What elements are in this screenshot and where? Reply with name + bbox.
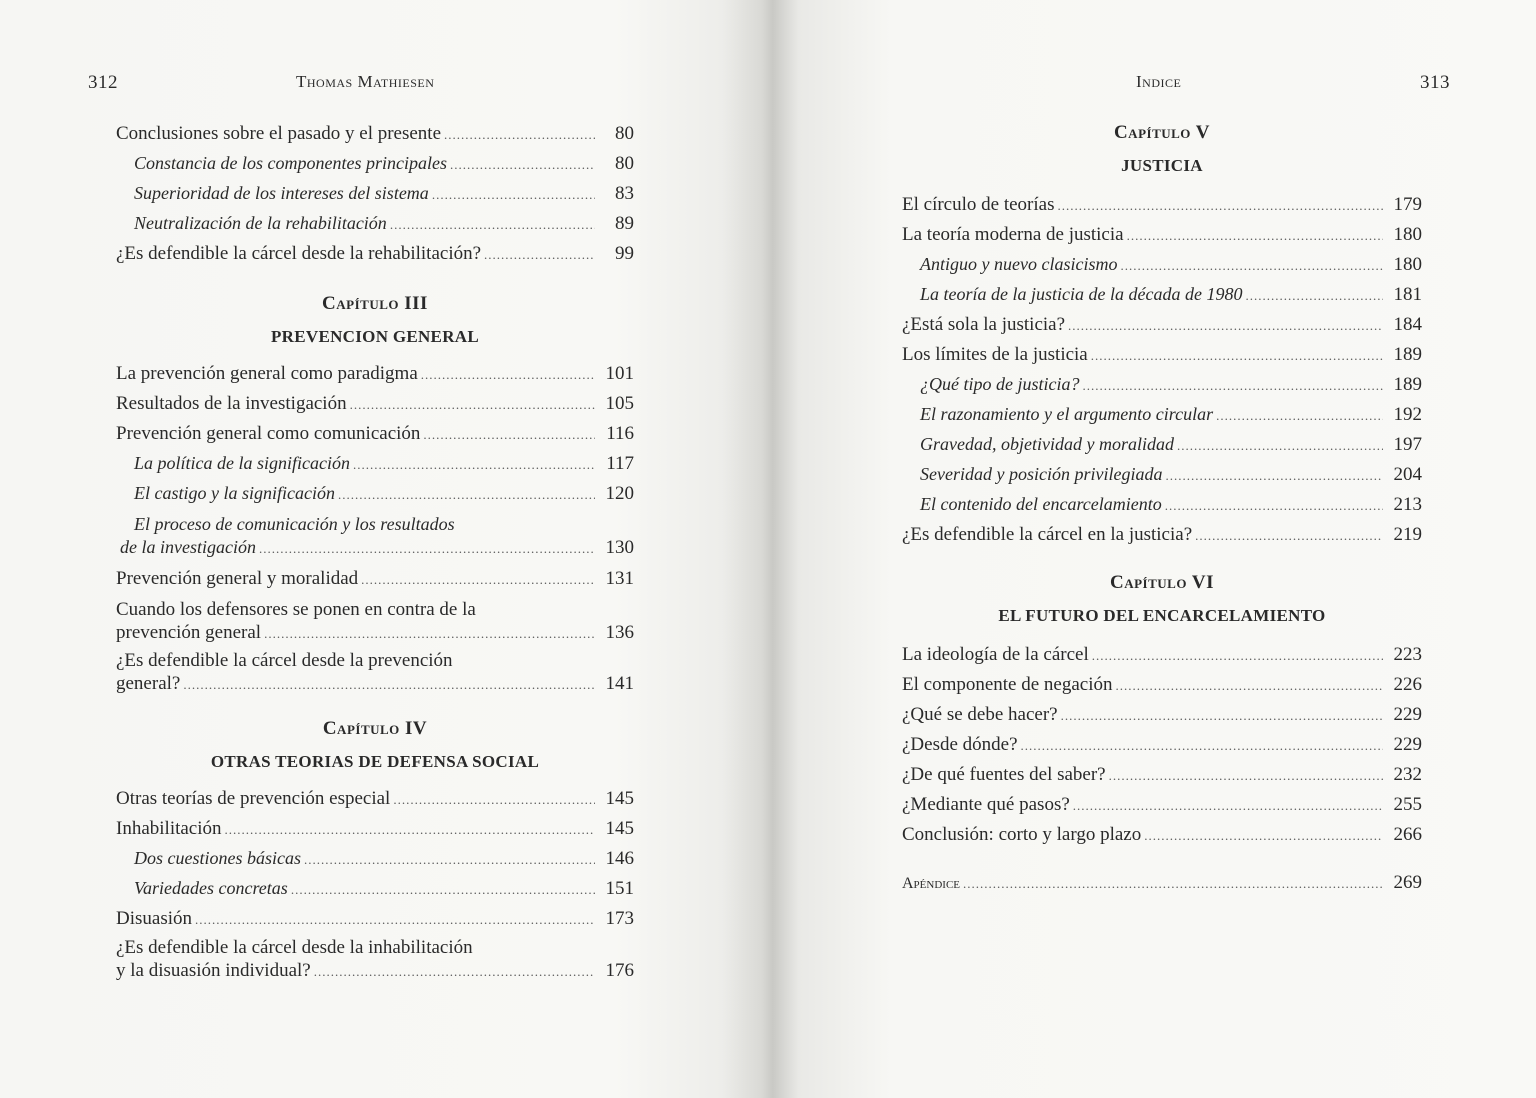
chapter-4-heading <box>116 718 634 772</box>
toc-page-number: 141 <box>605 673 634 694</box>
toc-page-number: 184 <box>1393 314 1422 335</box>
toc-entry-line1: El proceso de comunicación y los resultados <box>134 514 455 534</box>
toc-page-number: 269 <box>1393 872 1422 893</box>
toc-entry-text: ¿De qué fuentes del saber? <box>902 764 1106 785</box>
toc-page-number: 229 <box>1393 704 1422 725</box>
toc-entry <box>902 520 1422 550</box>
toc-entry-text: Resultados de la investigación <box>116 393 347 414</box>
toc-page-number: 146 <box>605 848 634 869</box>
leader-dots <box>1120 251 1383 280</box>
toc-entry-text: Gravedad, objetividad y moralidad <box>920 434 1174 454</box>
toc-entry <box>902 760 1422 790</box>
toc-entry-text: ¿Es defendible la cárcel en la justicia? <box>902 524 1193 545</box>
toc-entry-text: La teoría moderna de justicia <box>902 224 1124 245</box>
toc-entry <box>116 479 634 509</box>
leader-dots <box>444 120 595 149</box>
toc-entry <box>116 359 634 389</box>
toc-entry-text: Antiguo y nuevo clasicismo <box>920 254 1118 274</box>
chapter-title: EL FUTURO DEL ENCARCELAMIENTO <box>998 606 1326 625</box>
toc-entry-text: Los límites de la justicia <box>902 344 1088 365</box>
toc-page-number: 145 <box>605 818 634 839</box>
chapter-6-heading <box>902 572 1422 626</box>
toc-entry <box>902 820 1422 850</box>
toc-entry-text: Inhabilitación <box>116 818 222 839</box>
toc-page-number: 105 <box>605 393 634 414</box>
leader-dots <box>1091 341 1383 370</box>
left-running-head: Thomas Mathiesen <box>296 72 435 91</box>
toc-entry-text: ¿Está sola la justicia? <box>902 314 1066 335</box>
toc-entry-text: ¿Qué se debe hacer? <box>902 704 1058 725</box>
toc-entry-multiline <box>116 513 634 560</box>
toc-entry <box>902 490 1422 520</box>
toc-right <box>902 122 1422 898</box>
toc-entry-text: ¿Mediante qué pasos? <box>902 794 1070 815</box>
toc-entry-text: La teoría de la justicia de la década de 1980 <box>920 284 1243 304</box>
toc-entry <box>902 640 1422 670</box>
toc-entry <box>902 730 1422 760</box>
toc-entries-ch5 <box>902 190 1422 550</box>
toc-entry <box>902 430 1422 460</box>
leader-dots <box>421 360 595 389</box>
toc-page-number: 179 <box>1393 194 1422 215</box>
left-folio: 312 <box>88 72 118 93</box>
toc-entry-text: Superioridad de los intereses del sistema <box>134 183 429 203</box>
chapter-5-heading <box>902 122 1422 176</box>
toc-page-number: 116 <box>606 423 634 444</box>
leader-dots <box>291 875 595 904</box>
toc-page-number: 232 <box>1393 764 1422 785</box>
toc-left <box>116 119 634 983</box>
toc-entry <box>116 449 634 479</box>
toc-entry-text: Apéndice <box>902 875 960 892</box>
toc-page-number: 204 <box>1393 464 1422 485</box>
leader-dots <box>1109 761 1383 790</box>
toc-entry-text: Disuasión <box>116 908 192 929</box>
toc-page-number: 145 <box>605 788 634 809</box>
toc-entry-text: El componente de negación <box>902 674 1113 695</box>
chapter-3-heading <box>116 293 634 347</box>
leader-dots <box>1144 821 1383 850</box>
toc-page-number: 229 <box>1393 734 1422 755</box>
toc-page-number: 266 <box>1393 824 1422 845</box>
leader-dots <box>225 815 595 844</box>
toc-entry <box>116 239 634 269</box>
toc-entry-text: ¿Es defendible la cárcel desde la rehabilitación? <box>116 243 482 264</box>
toc-entry <box>116 844 634 874</box>
toc-page-number: 181 <box>1393 284 1422 305</box>
toc-page-number: 131 <box>605 568 634 589</box>
toc-page-number: 213 <box>1393 494 1422 515</box>
leader-dots <box>304 845 595 874</box>
toc-entry-text: Otras teorías de prevención especial <box>116 788 391 809</box>
toc-entry-text: Constancia de los componentes principales <box>134 153 447 173</box>
chapter-label: Capítulo III <box>322 293 428 314</box>
leader-dots <box>1165 461 1383 490</box>
toc-page-number: 136 <box>605 622 634 643</box>
toc-entry-line1: Cuando los defensores se ponen en contra de la <box>116 599 476 620</box>
leader-dots <box>1082 371 1383 400</box>
toc-entry-text: Prevención general y moralidad <box>116 568 359 589</box>
chapter-label: Capítulo V <box>1113 122 1211 143</box>
right-running-head: Indice <box>1136 72 1182 91</box>
toc-entry-text: ¿Desde dónde? <box>902 734 1018 755</box>
leader-dots <box>1216 401 1383 430</box>
toc-entry-text: Conclusión: corto y largo plazo <box>902 824 1142 845</box>
toc-entry-line1: ¿Es defendible la cárcel desde la inhabilitación <box>116 937 473 958</box>
right-folio: 313 <box>1420 72 1450 93</box>
leader-dots <box>1061 701 1383 730</box>
chapter-title: JUSTICIA <box>1121 156 1203 175</box>
toc-entry <box>902 310 1422 340</box>
leader-dots <box>1057 191 1383 220</box>
toc-entry <box>902 340 1422 370</box>
toc-appendix <box>902 868 1422 898</box>
leader-dots <box>1165 491 1383 520</box>
toc-page-number: 192 <box>1393 404 1422 425</box>
toc-entry-multiline <box>116 936 634 983</box>
leader-dots <box>423 420 595 449</box>
chapter-label: Capítulo IV <box>322 718 428 739</box>
chapter-title: OTRAS TEORIAS DE DEFENSA SOCIAL <box>210 752 540 771</box>
toc-page-number: 180 <box>1393 254 1422 275</box>
toc-entries-ch3 <box>116 359 634 509</box>
toc-entry <box>116 564 634 594</box>
leader-dots <box>1073 791 1383 820</box>
leader-dots <box>338 480 595 509</box>
toc-page-number: 180 <box>1393 224 1422 245</box>
toc-page-number: 89 <box>615 213 634 234</box>
toc-entry-text: El círculo de teorías <box>902 194 1055 215</box>
toc-page-number: 83 <box>615 183 634 204</box>
toc-entry <box>902 670 1422 700</box>
toc-page-number: 223 <box>1393 644 1422 665</box>
toc-page-number: 189 <box>1393 344 1422 365</box>
toc-page-number: 226 <box>1393 674 1422 695</box>
toc-entry <box>902 220 1422 250</box>
toc-entry-text: La prevención general como paradigma <box>116 363 418 384</box>
toc-page-number: 80 <box>615 153 634 174</box>
leader-dots <box>1092 641 1383 670</box>
toc-entry-text: Dos cuestiones básicas <box>134 848 301 868</box>
toc-page-number: 101 <box>605 363 634 384</box>
toc-entry-text: Variedades concretas <box>134 878 288 898</box>
leader-dots <box>450 150 595 179</box>
toc-page-number: 255 <box>1393 794 1422 815</box>
toc-entry-line1: ¿Es defendible la cárcel desde la prevención <box>116 650 453 671</box>
toc-entry <box>902 700 1422 730</box>
toc-entry <box>116 904 634 934</box>
toc-entry-text: ¿Qué tipo de justicia? <box>920 374 1080 394</box>
toc-entry-text: El castigo y la significación <box>134 483 335 503</box>
toc-entry <box>116 784 634 814</box>
toc-entry <box>902 250 1422 280</box>
toc-page-number: 151 <box>605 878 634 899</box>
toc-entry <box>116 209 634 239</box>
toc-page-number: 219 <box>1393 524 1422 545</box>
toc-entry-multiline <box>116 649 634 696</box>
toc-entry-line2: prevención general <box>116 622 262 643</box>
toc-entry-line2: y la disuasión individual? <box>116 960 311 981</box>
toc-entry <box>902 460 1422 490</box>
toc-entry <box>116 419 634 449</box>
leader-dots <box>350 390 595 419</box>
leader-dots <box>1127 221 1383 250</box>
toc-entry-text: La política de la significación <box>134 453 350 473</box>
toc-page-number: 189 <box>1393 374 1422 395</box>
leader-dots <box>432 180 595 209</box>
toc-entry <box>902 280 1422 310</box>
toc-page-number: 99 <box>615 243 634 264</box>
toc-entries-ch4 <box>116 784 634 934</box>
toc-entry <box>116 389 634 419</box>
toc-entry <box>902 400 1422 430</box>
toc-entries-ch6 <box>902 640 1422 850</box>
leader-dots <box>1195 521 1383 550</box>
toc-entry-text: Conclusiones sobre el pasado y el presente <box>116 123 442 144</box>
leader-dots <box>353 450 595 479</box>
toc-entry <box>116 149 634 179</box>
leader-dots <box>1021 731 1383 760</box>
toc-entry <box>116 814 634 844</box>
leader-dots <box>1177 431 1383 460</box>
toc-entry <box>116 179 634 209</box>
leader-dots <box>393 785 595 814</box>
toc-entry-text: El contenido del encarcelamiento <box>920 494 1162 514</box>
toc-entry <box>902 370 1422 400</box>
toc-page-number: 176 <box>605 960 634 981</box>
toc-page-number: 117 <box>606 453 634 474</box>
toc-entry-multiline <box>116 598 634 645</box>
toc-entry-text: Prevención general como comunicación <box>116 423 421 444</box>
toc-entry-text: Severidad y posición privilegiada <box>920 464 1163 484</box>
toc-entry-text: El razonamiento y el argumento circular <box>920 404 1214 424</box>
leader-dots <box>195 905 595 934</box>
toc-entry <box>902 190 1422 220</box>
toc-entry-text: Neutralización de la rehabilitación <box>134 213 387 233</box>
leader-dots <box>390 210 595 239</box>
leader-dots <box>1068 311 1383 340</box>
toc-entry <box>116 119 634 149</box>
toc-entries-top <box>116 119 634 269</box>
chapter-title: PREVENCION GENERAL <box>270 327 479 346</box>
toc-page-number: 120 <box>605 483 634 504</box>
leader-dots <box>1245 281 1383 310</box>
leader-dots <box>1116 671 1383 700</box>
right-page <box>768 0 1536 1098</box>
toc-entry-text: La ideología de la cárcel <box>902 644 1089 665</box>
toc-page-number: 197 <box>1393 434 1422 455</box>
toc-page-number: 80 <box>615 123 634 144</box>
leader-dots <box>484 240 595 269</box>
toc-entry-line2: de la investigación <box>120 537 256 557</box>
toc-page-number: 173 <box>605 908 634 929</box>
chapter-label: Capítulo VI <box>1110 572 1214 593</box>
toc-page-number: 130 <box>605 537 634 558</box>
toc-entry <box>902 790 1422 820</box>
toc-entry-line2: general? <box>116 673 181 694</box>
toc-entry <box>116 874 634 904</box>
